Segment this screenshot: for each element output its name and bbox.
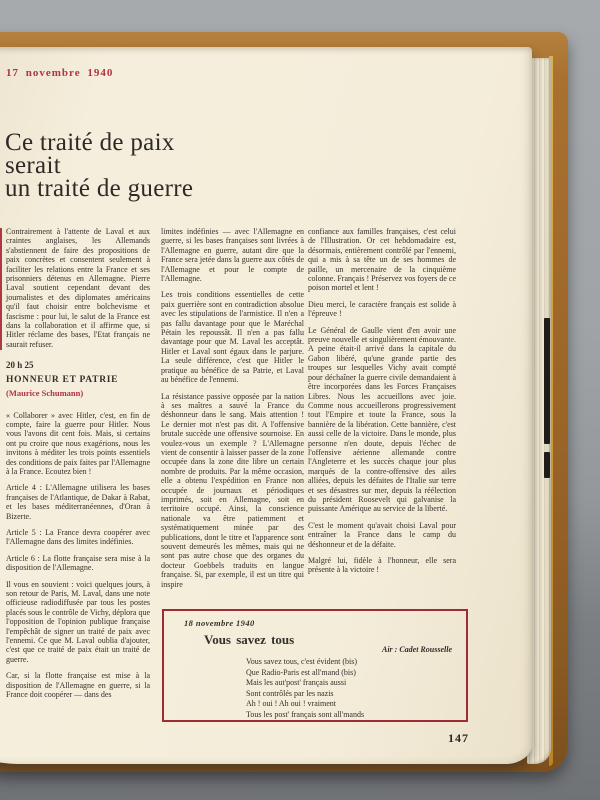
entry-date: 17 novembre 1940 [6, 67, 114, 79]
paragraph: La résistance passive opposée par la nation à ses maîtres a sauvé la France du déshonneur dans le sang. Mais attention ! Le dernier mot n'est pas dit. A l'offensive brutale succède une offensive sournoise. En voulez-vous un exemple ? L'Allemagne vient de consentir à laisser passer de la zone occupée dans la zone dite libre un certain nombre de produits. Par la même occasion, elle a obtenu l'expédition en France non occupée de journaux et périodiques imprimés, soit en Allemagne, soit en territoire occupé. Ainsi, la conscience nationale va être patiemment et systématiquement minée par des publications, dont le titre et l'apparence sont souvent demeurés les mêmes, mais qui ne sont pas autre chose que des organes du docteur Goebbels traduits en langue française. Si, par exemple, il est un titre qui inspire [161, 391, 304, 589]
broadcast-program: HONNEUR ET PATRIE [6, 374, 119, 385]
paragraph: « Collaborer » avec Hitler, c'est, en fin de compte, faire la guerre pour Hitler. Nous vous l'avons dit cent fois. Mais, si certains ont pu croire que nous exagérions, nous les invitons à méditer les trois points essentiels des conditions de paix faites par l'Allemagne à la France. Ecoutez bien ! [6, 410, 150, 476]
paragraph: Article 4 : L'Allemagne utilisera les bases françaises de l'Atlantique, de Dakar à Rabat, et les bases méditerranéennes, d'Oran à Bizerte. [6, 483, 150, 521]
paragraph: Il vous en souvient : voici quelques jours, à son retour de Paris, M. Laval, dans une note officieuse radiodiffusée par tous les postes placés sous le contrôle de Vichy, déplora que l'opposition de l'opinion publique française l'empêchât de signer un traité de paix avec l'ennemi. Ce que M. Laval oublia d'ajouter, c'est que ce traité de paix était un traité de guerre. [6, 579, 150, 664]
bookmark-ribbon [544, 318, 550, 444]
broadcast-speaker: (Maurice Schumann) [6, 388, 84, 399]
column-middle [161, 227, 304, 596]
paragraph: Malgré lui, fidèle à l'honneur, elle sera présente à la victoire ! [308, 556, 456, 575]
paragraph: limites indéfinies — avec l'Allemagne en guerre, si les bases françaises sont livrées à l'Allemagne en guerre, autant dire que la France sera jetée dans la guerre aux côtés de l'Allemagne et pour le compte de l'Allemagne. [161, 227, 304, 284]
paragraph: confiance aux familles françaises, c'est celui de l'Illustration. Or cet hebdomadaire est, désormais, entièrement contrôlé par l'ennemi, qui a mis à sa tête un de ses hommes de paille, un mercenaire de la cinquième colonne. Français ! Préservez vos foyers de ce poison mortel et lent ! [308, 227, 456, 293]
article-title [5, 131, 193, 200]
song-date: 18 novembre 1940 [184, 618, 255, 628]
column-right [308, 227, 456, 582]
song-verse-line: Mais les aut'post' français aussi [246, 678, 347, 688]
column-left [6, 227, 150, 706]
song-verses [246, 657, 466, 721]
song-title: Vous savez tous [204, 632, 295, 647]
article-title-line: un traité de guerre [5, 175, 194, 202]
article-title-line: Ce traité de paix [5, 129, 175, 156]
song-verse-line: Vous savez tous, c'est évident (bis) [246, 657, 358, 666]
song-verse-line: Ah ! oui ! Ah oui ! vraiment [246, 699, 336, 709]
bookmark-ribbon [544, 452, 550, 478]
article-title-line: serait [5, 152, 61, 179]
song-verse-line: Que Radio-Paris est all'mand (bis) [246, 667, 356, 677]
paragraph: Les trois conditions essentielles de cette paix guerrière sont en contradiction absolue avec les stipulations de l'armistice. Il n'en a pas fallu davantage pour que le Maréchal Pétain les repoussât. Il n'en a pas fallu davantage pour que M. Laval les acceptât. Hitler et Laval sont égaux dans le parjure. La seule différence, c'est que Hitler le pratique au bénéfice de sa Patrie, et Laval au bénéfice de l'ennemi. [161, 290, 304, 385]
song-verse-line: Sont contrôlés par les nazis [246, 688, 334, 698]
paragraph: C'est le moment qu'avait choisi Laval pour entraîner la France dans le camp du déshonneur et de la défaite. [308, 520, 456, 549]
broadcast-time: 20 h 25 [6, 360, 34, 371]
paragraph: Le Général de Gaulle vient d'en avoir une preuve nouvelle et singulièrement émouvante. A peine était-il arrivé dans la capitale du Gabon libéré, qu'une grande partie des troupes sur lesquelles Vichy avait compté pour déchaîner la guerre civile demandaient à être incorporées dans les Forces Françaises Libres. Nous les accueillons avec joie. Comme nous accueillerons progressivement tout l'Empire et toute la France, sous la bannière de la libération. Cette bannière, c'est aussi celle de la victoire. Dans le monde, plus personne n'en doute, depuis l'échec de l'offensive aérienne allemande contre l'Angleterre et les succès chaque jour plus marqués de la contre-offensive des ailes alliées, depuis les défaites de l'Italie sur terre et ses désastres sur mer, depuis la réélection du président Roosevelt qui galvanise la puissante Amérique au service de la liberté. [308, 325, 456, 514]
song-box [162, 609, 468, 722]
song-air: Air : Cadet Rousselle [381, 645, 452, 654]
red-rule [0, 228, 2, 350]
song-verse-line: Tous les post' français sont all'mands [246, 709, 365, 719]
paragraph: Car, si la flotte française est mise à la disposition de l'Allemagne en guerre, si la France doit coopérer — dans des [6, 671, 150, 700]
paragraph: Article 6 : La flotte française sera mise à la disposition de l'Allemagne. [6, 553, 150, 573]
lead-paragraph: Contrairement à l'attente de Laval et aux craintes anglaises, les Allemands s'abstiennent de faire des propositions de paix concrètes et consentent seulement à faciliter les relations entre la France et ses prisonniers détenus en Allemagne. Pierre Laval soutient cependant devant des journalistes et des diplomates américains qu'il faut choisir entre bolchevisme et fascisme : pour lui, le salut de la France est dans la collaboration et il affirme que, si Hitler réclame des bases, l'Etat français ne saurait refuser. [6, 227, 150, 349]
page-number: 147 [448, 731, 469, 745]
book-page [0, 47, 532, 764]
paragraph: Article 5 : La France devra coopérer avec l'Allemagne dans des limites indéfinies. [6, 527, 150, 547]
paragraph: Dieu merci, le caractère français est solide à l'épreuve ! [308, 299, 456, 319]
